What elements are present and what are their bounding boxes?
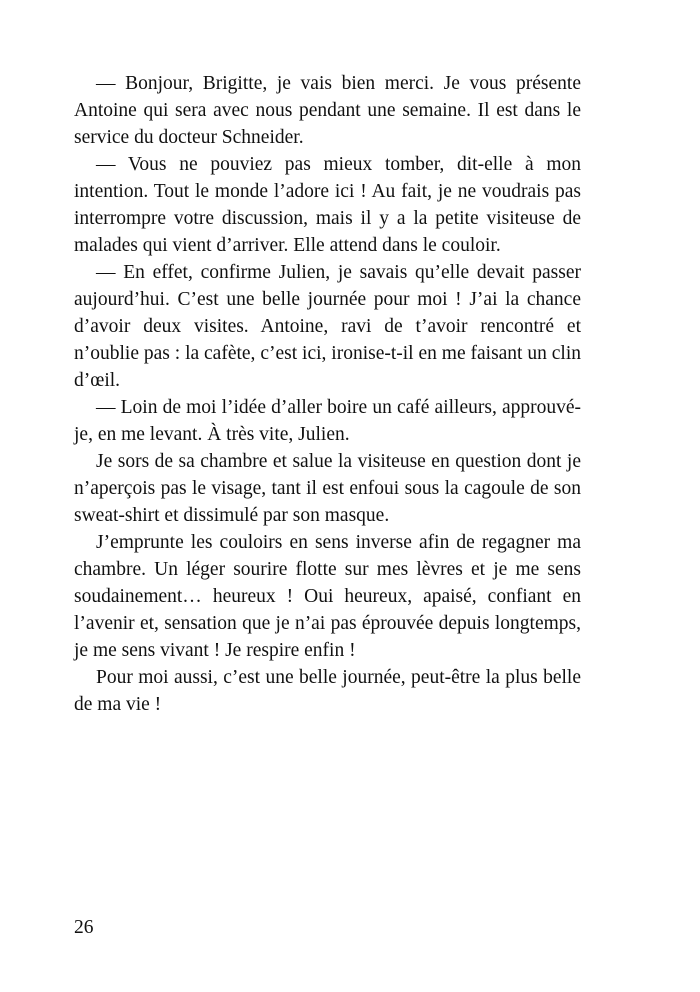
paragraph-2: — Vous ne pouviez pas mieux tomber, dit-elle à mon intention. Tout le monde l’adore ici ! Au fait, je ne voudrais pas interrompre votre discussion, mais il y a la petite visiteuse de malades qui vient d’arriver. Elle attend dans le couloir.: [74, 154, 581, 256]
page-number: 26: [74, 917, 94, 938]
paragraph-7: Pour moi aussi, c’est une belle journée, peut-être la plus belle de ma vie !: [74, 667, 581, 715]
body-text: [74, 70, 581, 718]
paragraph-3: — En effet, confirme Julien, je savais qu’elle devait passer aujourd’hui. C’est une belle journée pour moi ! J’ai la chance d’avoir deux visites. Antoine, ravi de t’avoir rencontré et n’oublie pas : la cafète, c’est ici, ironise-t-il en me faisant un clin d’œil.: [74, 262, 581, 391]
paragraph-6: J’emprunte les couloirs en sens inverse afin de regagner ma chambre. Un léger sourire flotte sur mes lèvres et je me sens soudainement… heureux ! Oui heureux, apaisé, confiant en l’avenir et, sensation que je n’ai pas éprouvée depuis longtemps, je me sens vivant ! Je respire enfin !: [74, 532, 581, 661]
paragraph-1: — Bonjour, Brigitte, je vais bien merci. Je vous présente Antoine qui sera avec nous pendant une semaine. Il est dans le service du docteur Schneider.: [74, 73, 581, 148]
paragraph-4: — Loin de moi l’idée d’aller boire un café ailleurs, approuvé-je, en me levant. À très vite, Julien.: [74, 397, 581, 445]
paragraph-5: Je sors de sa chambre et salue la visiteuse en question dont je n’aperçois pas le visage, tant il est enfoui sous la cagoule de son sweat-shirt et dissimulé par son masque.: [74, 451, 581, 526]
